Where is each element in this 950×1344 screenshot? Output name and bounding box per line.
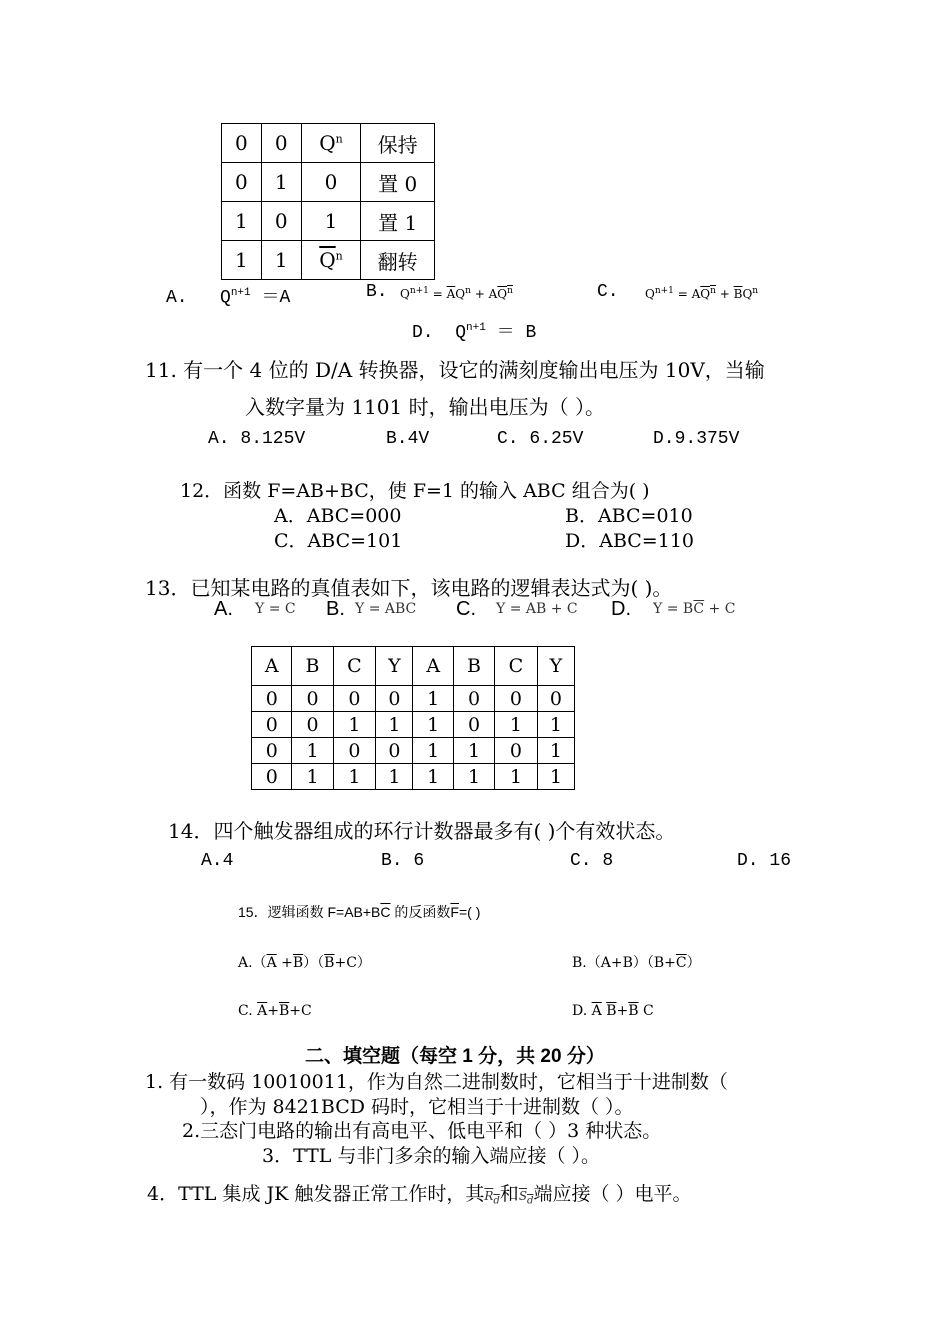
table-cell: 1 [453,738,494,764]
table-cell: 0 [261,124,301,163]
table-cell: 0 [252,686,292,712]
stem-text: $\overline{F}$ [450,904,459,920]
q13-option-d [611,598,631,621]
q14-option-c: C. 8 [570,851,614,871]
jk-truth-table [221,123,435,280]
table-row [222,163,435,202]
table-cell: 0 [222,163,262,202]
table-cell: 1 [413,712,453,738]
table-cell: 1 [413,764,453,790]
q12-option-d: D．ABC=110 [565,530,694,552]
q15-option-d: D. $\overline{A}$ $\overline{B}+\overline{B}$ C [572,1003,654,1019]
table-cell: 0 [495,686,538,712]
sd-letter: S [518,1189,528,1203]
q-superscript: n [335,249,343,263]
fill-text: 端应接（ ）电平。 [533,1183,692,1205]
q10-option-b-expr: $Q^{n+1} = \overline{A}Q^n + AQ^n$ [400,286,513,301]
table-cell: 0 [495,738,538,764]
table-cell: 1 [413,738,453,764]
option-text: Q [220,288,231,308]
header-cell: Y [376,647,413,686]
table-row [252,764,575,790]
table-cell: 1 [222,241,262,280]
fill-2: 2.三态门电路的输出有高电平、低电平和（ ）3 种状态。 [182,1120,662,1142]
q11-stem-line1: 11. 有一个 4 位的 D/A 转换器，设它的满刻度输出电压为 10V，当输 [145,358,765,382]
table-cell: 0 [252,738,292,764]
option-label: D. [611,598,631,620]
table-cell: 1 [292,738,333,764]
table-cell: 1 [222,202,262,241]
option-text: Q [455,323,467,343]
header-cell: Y [537,647,574,686]
q12-option-b: B．ABC=010 [565,505,693,527]
sd-sub: d [527,1195,534,1207]
q15-option-a: $A.(\overline{A} +\overline{B})(\overline{B}+C)$ [238,955,371,971]
q11-option-b: B.4V [386,429,430,449]
table-cell: 0 [261,202,301,241]
fill-1-line2: ），作为 8421BCD 码时，它相当于十进制数（ ）。 [200,1096,634,1118]
table-cell: 0 [252,764,292,790]
q12-option-a: A．ABC=000 [274,505,402,527]
fill-1-line1: 1. 有一数码 10010011，作为自然二进制数时，它相当于十进制数（ [145,1071,728,1093]
table-cell: 1 [261,241,301,280]
table-row [222,124,435,163]
table-cell: 1 [537,712,574,738]
section-title: 二、填空题（每空 1 分，共 20 分） [305,1046,605,1067]
table-cell: 0 [376,738,413,764]
table-cell: 0 [292,686,333,712]
truth-table [251,646,575,790]
q11-option-c: C. 6.25V [497,429,584,449]
table-cell: 0 [453,712,494,738]
table-cell: 置 1 [361,202,435,241]
table-cell: 翻转 [361,241,435,280]
option-label: A. [214,598,233,620]
option-label: D. [412,323,434,343]
table-cell: 1 [376,764,413,790]
table-cell: 0 [222,124,262,163]
table-cell: 0 [376,686,413,712]
q10-option-c-expr: $Q^{n+1} = AQ^n + \overline{B}Q^n$ [645,286,759,301]
option-text: ＝ B [485,323,537,343]
table-cell [301,241,361,280]
option-label: C. [597,282,619,302]
table-cell: 1 [537,764,574,790]
table-cell: 1 [413,686,453,712]
fill-text: 4．TTL 集成 JK 触发器正常工作时，其 [147,1183,485,1205]
q13-option-a [214,598,233,621]
header-cell: A [413,647,453,686]
header-cell: B [453,647,494,686]
q10-option-c [597,282,619,302]
fill-text: 和 [499,1183,519,1205]
table-cell: 0 [333,738,376,764]
q10-option-b [366,282,388,302]
stem-text: 的反函数 [390,904,451,920]
table-cell: 保持 [361,124,435,163]
q13-option-a-expr: Y = C [255,601,296,617]
table-row [252,712,575,738]
option-label: C. [456,598,476,620]
table-cell: 1 [292,764,333,790]
q15-option-c: C. $\overline{A}+\overline{B}+C$ [238,1003,312,1019]
table-row [252,686,575,712]
table-header-row [252,647,575,686]
table-cell: 0 [537,686,574,712]
q15-stem [238,902,480,922]
q-bar-symbol: $\overline{Q}$ [319,248,336,272]
q13-option-c [456,598,476,621]
q10-option-a [166,282,290,308]
table-cell [301,124,361,163]
header-cell: C [495,647,538,686]
q13-option-d-expr: $Y = B\overline{C} + C$ [653,601,736,617]
fill-4 [147,1179,692,1206]
option-text: ＝A [250,288,291,308]
rd-sub: d [493,1195,500,1207]
header-cell: C [333,647,376,686]
q12-stem: 12．函数 F=AB+BC，使 F=1 的输入 ABC 组合为( ) [180,480,650,502]
q11-stem-line2: 入数字量为 1101 时，输出电压为（ ）。 [245,395,605,419]
q10-option-d [412,317,536,343]
table-cell: 1 [376,712,413,738]
option-label: A. [166,288,188,308]
q11-option-d: D.9.375V [653,429,740,449]
table-cell: 1 [495,764,538,790]
table-row [222,202,435,241]
table-cell: 0 [453,686,494,712]
q-symbol: Q [319,131,336,155]
q14-option-d: D. 16 [737,851,792,871]
header-cell: A [252,647,292,686]
table-cell: 1 [333,764,376,790]
q14-option-b: B. 6 [381,851,425,871]
table-cell: 1 [333,712,376,738]
rd-letter: R [484,1189,494,1203]
table-cell: 0 [292,712,333,738]
table-cell: 1 [261,163,301,202]
fill-3: 3．TTL 与非门多余的输入端应接（ ）。 [262,1145,600,1167]
option-label: B. [326,598,345,620]
q14-stem: 14．四个触发器组成的环行计数器最多有( )个有效状态。 [168,819,676,843]
q14-option-a: A.4 [201,851,234,871]
table-cell: 1 [537,738,574,764]
table-cell: 1 [453,764,494,790]
header-cell: B [292,647,333,686]
table-cell: 置 0 [361,163,435,202]
table-cell: 0 [301,163,361,202]
option-sup: n+1 [230,287,251,299]
sd-symbol [518,1189,534,1207]
table-cell: 0 [252,712,292,738]
q13-option-c-expr: Y = AB + C [496,601,578,617]
option-label: B. [366,282,388,302]
q12-option-c: C．ABC=101 [274,530,403,552]
q13-option-b [326,598,345,621]
q13-option-b-expr: Y = ABC [355,601,417,617]
table-row [252,738,575,764]
table-cell: 1 [301,202,361,241]
stem-text: =( ) [458,904,481,920]
q11-option-a: A. 8.125V [208,429,306,449]
q15-option-b: $B.(A+B)(B+\overline{C})$ [572,955,701,971]
q13-stem: 13．已知某电路的真值表如下，该电路的逻辑表达式为( )。 [145,576,673,600]
rd-symbol [484,1189,500,1207]
table-row [222,241,435,280]
table-cell: 0 [333,686,376,712]
q-superscript: n [335,132,343,146]
table-cell: 1 [495,712,538,738]
stem-text: 15．逻辑函数 F=AB+B [238,904,381,920]
stem-text: $\overline{C}$ [380,904,391,920]
option-sup: n+1 [466,322,486,334]
